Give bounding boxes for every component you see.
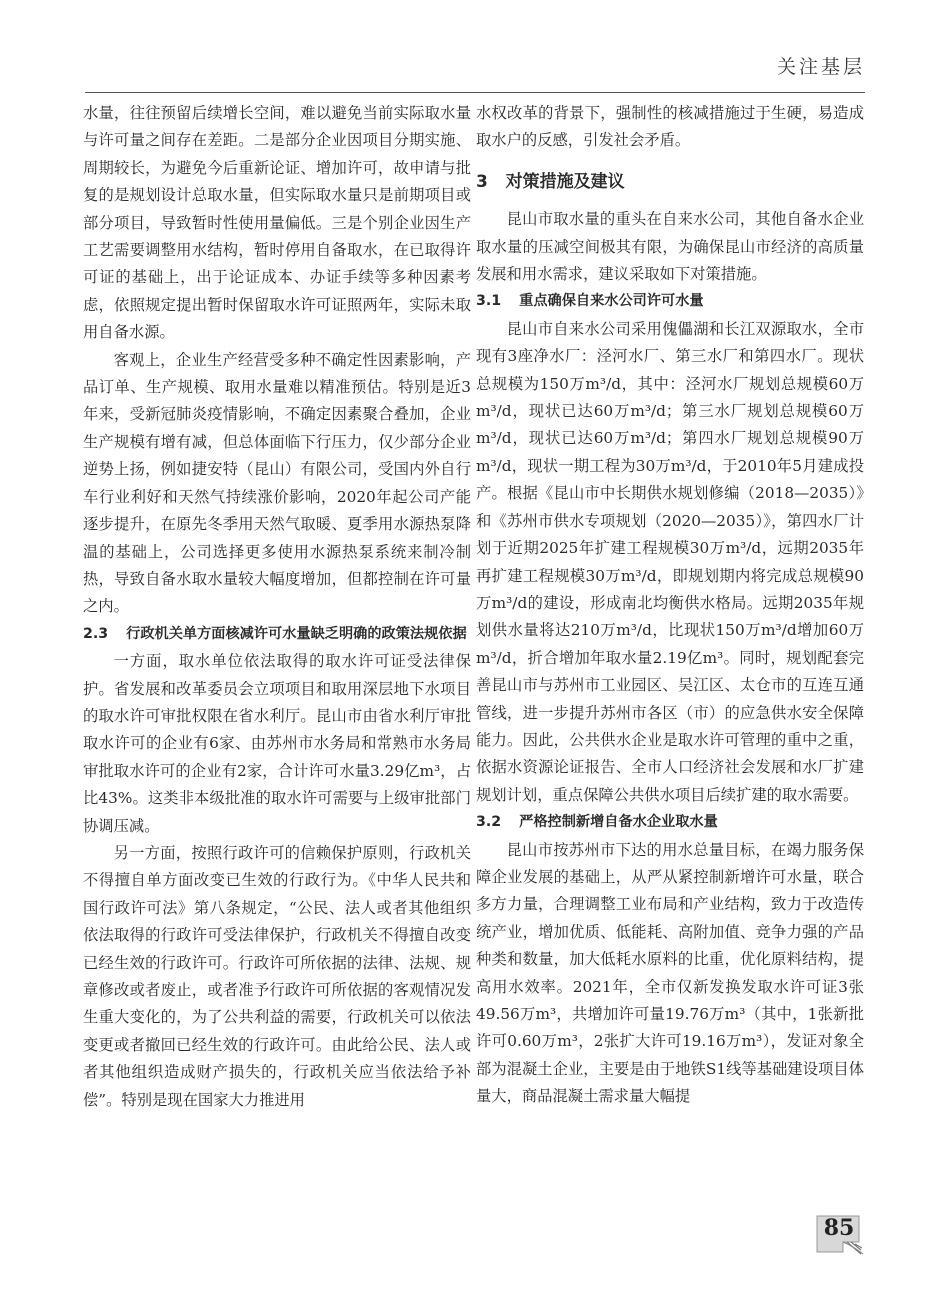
paragraph: 另一方面，按照行政许可的信赖保护原则，行政机关不得擅自单方面改变已生效的行政行为。《中华人民共和国行政许可法》第八条规定，“公民、法人或者其他组织依法取得的行政许可受法律保护，行政机关不得擅自改变已经生效的行政许可。行政许可所依据的法律、法规、规章修改或者废止，或者准予行政许可所依据的客观情况发生重大变化的，为了公共利益的需要，行政机关可以依法变更或者撤回已经生效的行政许可。由此给公民、法人或者其他组织造成财产损失的，行政机关应当依法给予补偿”。特别是现在国家大力推进用 [83, 843, 471, 1109]
heading-number: 2.3 [83, 625, 109, 642]
paragraph: 一方面，取水单位依法取得的取水许可证受法律保护。省发展和改革委员会立项项目和取用深层地下水项目的取水许可审批权限在省水利厅。昆山市由省水利厅审批取水许可的企业有6家、由苏州市水务局和常熟市水务局审批取水许可的企业有2家，合计许可水量3.29亿m³，占比43%。这类非本级批准的取水许可需要与上级审批部门协调压减。 [83, 652, 471, 835]
heading-number: 3.1 [476, 293, 502, 310]
heading-number: 3.2 [476, 814, 502, 831]
journal-section-title: 关注基层 [776, 56, 865, 78]
heading-text: 行政机关单方面核减许可水量缺乏明确的政策法规依据 [126, 625, 467, 642]
section-heading-3-2 [476, 809, 864, 836]
paragraph: 昆山市按苏州市下达的用水总量目标，在竭力服务保障企业发展的基础上，从严从紧控制新增许可水量，联合多方力量，合理调整工业布局和产业结构，致力于改造传统产业，增加优质、低能耗、高附加值、竞争力强的产品种类和数量，加大低耗水原料的比重，优化原料结构，提高用水效率。2021年，全市仅新发换发取水许可证3张49.56万m³，共增加许可量19.76万m³（其中，1张新批许可0.60万m³，2张扩大许可19.16万m³），发证对象全部为混凝土企业，主要是由于地铁S1线等基础建设项目体量大，商品混凝土需求量大幅提 [476, 840, 864, 1106]
paragraph: 水量，往往预留后续增长空间，难以避免当前实际取水量与许可量之间存在差距。二是部分企业因项目分期实施、周期较长，为避免今后重新论证、增加许可，故申请与批复的是规划设计总取水量，但实际取水量只是前期项目或部分项目，导致暂时性使用量偏低。三是个别企业因生产工艺需要调整用水结构，暂时停用自备取水，在已取得许可证的基础上，出于论证成本、办证手续等多种因素考虑，依照规定提出暂时保留取水许可证照两年，实际未取用自备水源。 [83, 104, 471, 342]
paragraph: 昆山市自来水公司采用傀儡湖和长江双源取水，全市现有3座净水厂：泾河水厂、第三水厂和第四水厂。现状总规模为150万m³/d，其中：泾河水厂规划总规模60万m³/d，现状已达60万m³/d；第三水厂规划总规模60万m³/d，现状已达60万m³/d；第四水厂规划总规模90万m³/d，现状一期工程为30万m³/d，于2010年5月建成投产。根据《昆山市中长期供水规划修编（2018—2035）》和《苏州市供水专项规划（2020—2035）》，第四水厂计划于近期2025年扩建工程规模30万m³/d，远期2035年再扩建工程规模30万m³/d，即规划期内将完成总规模90万m³/d的建设，形成南北均衡供水格局。远期2035年规划供水量将达210万m³/d，比现状150万m³/d增加60万m³/d，折合增加年取水量2.19亿m³。同时，规划配套完善昆山市与苏州市工业园区、吴江区、太仓市的互连互通管线，进一步提升苏州市各区（市）的应急供水安全保障能力。因此，公共供水企业是取水许可管理的重中之重，依据水资源论证报告、全市人口经济社会发展和水厂扩建规划计划，重点保障公共供水项目后续扩建的取水需要。 [476, 319, 864, 804]
heading-text: 严格控制新增自备水企业取水量 [519, 814, 718, 831]
section-heading-3 [476, 169, 864, 196]
page-number: 85 [823, 1215, 855, 1241]
paragraph: 昆山市取水量的重头在自来水公司，其他自备水企业取水量的压减空间极其有限，为确保昆山市经济的高质量发展和用水需求，建议采取如下对策措施。 [476, 210, 864, 284]
section-heading-3-1 [476, 288, 864, 315]
left-column [83, 100, 471, 1114]
header-divider [85, 92, 865, 93]
paragraph: 客观上，企业生产经营受多种不确定性因素影响，产品订单、生产规模、取用水量难以精准预估。特别是近3年来，受新冠肺炎疫情影响，不确定因素聚合叠加，企业生产规模有增有减，但总体面临下行压力，仅少部分企业逆势上扬，例如捷安特（昆山）有限公司，受国内外自行车行业利好和天然气持续涨价影响，2020年起公司产能逐步提升，在原先冬季用天然气取暖、夏季用水源热泵降温的基础上，公司选择更多使用水源热泵系统来制冷制热，导致自备水取水量较大幅度增加，但都控制在许可量之内。 [83, 350, 471, 616]
paragraph: 水权改革的背景下，强制性的核减措施过于生硬，易造成取水户的反感，引发社会矛盾。 [476, 104, 864, 150]
heading-text: 对策措施及建议 [505, 171, 625, 192]
right-column [476, 100, 864, 1111]
heading-number: 3 [476, 171, 488, 192]
heading-text: 重点确保自来水公司许可水量 [519, 293, 704, 310]
page-number-badge [813, 1212, 865, 1256]
section-heading-2-3 [83, 621, 471, 648]
